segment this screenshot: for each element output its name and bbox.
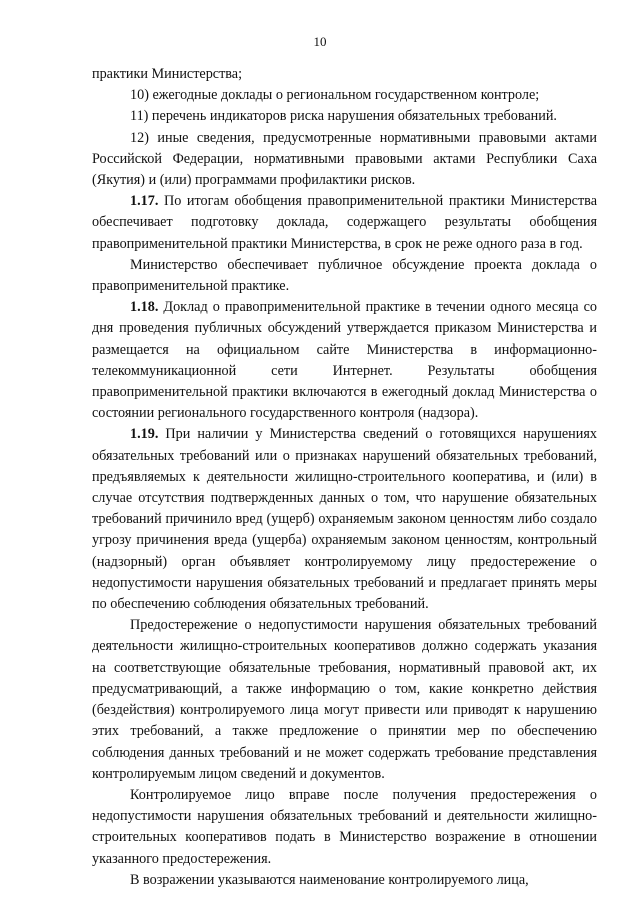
clause-number: 1.19.	[130, 426, 159, 443]
paragraph-continuation: практики Министерства;	[92, 66, 243, 82]
paragraph-clause-1-18: 1.18. Доклад о правоприменительной практике в течении одного месяца со дня проведения публичных обсуждений утверждается приказом Министерства и размещается на официальном сайте Министерства в информационно-телекоммуникационной сети Интернет. Результаты обобщения правоприменительной практики включаются в ежегодный доклад Министерства о состоянии регионального государственного контроля (надзора).	[92, 299, 597, 422]
paragraph-objection-right: Контролируемое лицо вправе после получения предостережения о недопустимости нарушения обязательных требований и деятельности жилищно-строительных кооперативов подать в Министерство возражение в отношении указанного предостережения.	[92, 786, 597, 867]
paragraph-public-discussion: Министерство обеспечивает публичное обсуждение проекта доклада о правоприменительной практике.	[92, 256, 597, 295]
paragraph-objection-content: В возражении указываются наименование контролируемого лица,	[130, 871, 529, 888]
paragraph-item-12: 12) иные сведения, предусмотренные нормативными правовыми актами Российской Федерации, нормативными правовыми актами Республики Саха (Якутия) и (или) программами профилактики рисков.	[92, 129, 597, 189]
paragraph-warning-content: Предостережение о недопустимости нарушения обязательных требований деятельности жилищно-строительных кооперативов должно содержать указания на соответствующие обязательные требования, нормативный правовой акт, их предусматривающий, а также информацию о том, какие конкретно действия (бездействия) контролируемого лица могут привести или приводят к нарушению этих требований, а также предложение о принятии мер по обеспечению соблюдения данных требований и не может содержать требование представления контролируемым лицом сведений и документов.	[92, 617, 597, 782]
document-body	[92, 64, 597, 891]
clause-number: 1.18.	[130, 299, 159, 316]
page-number: 10	[313, 34, 327, 49]
paragraph-clause-1-17: 1.17. По итогам обобщения правоприменительной практики Министерства обеспечивает подготовку доклада, содержащего результаты обобщения правоприменительной практики Министерства, в срок не реже одного раза в год.	[92, 193, 597, 252]
paragraph-clause-1-19: 1.19. При наличии у Министерства сведений о готовящихся нарушениях обязательных требований или о признаках нарушений обязательных требований, предъявляемых к деятельности жилищно-строительного кооператива, и (или) в случае отсутствия подтвержденных данных о том, что нарушение обязательных требований причинило вред (ущерб) охраняемым законом ценностям либо создало угрозу причинения вреда (ущерба) охраняемым законом ценностям, контрольный (надзорный) орган объявляет контролируемому лицу предостережение о недопустимости нарушения обязательных требований и предлагает принять меры по обеспечению соблюдения обязательных требований.	[92, 426, 597, 613]
paragraph-item-11: 11) перечень индикаторов риска нарушения обязательных требований.	[130, 108, 557, 125]
clause-number: 1.17.	[130, 193, 159, 210]
paragraph-item-10: 10) ежегодные доклады о региональном государственном контроле;	[130, 87, 540, 104]
